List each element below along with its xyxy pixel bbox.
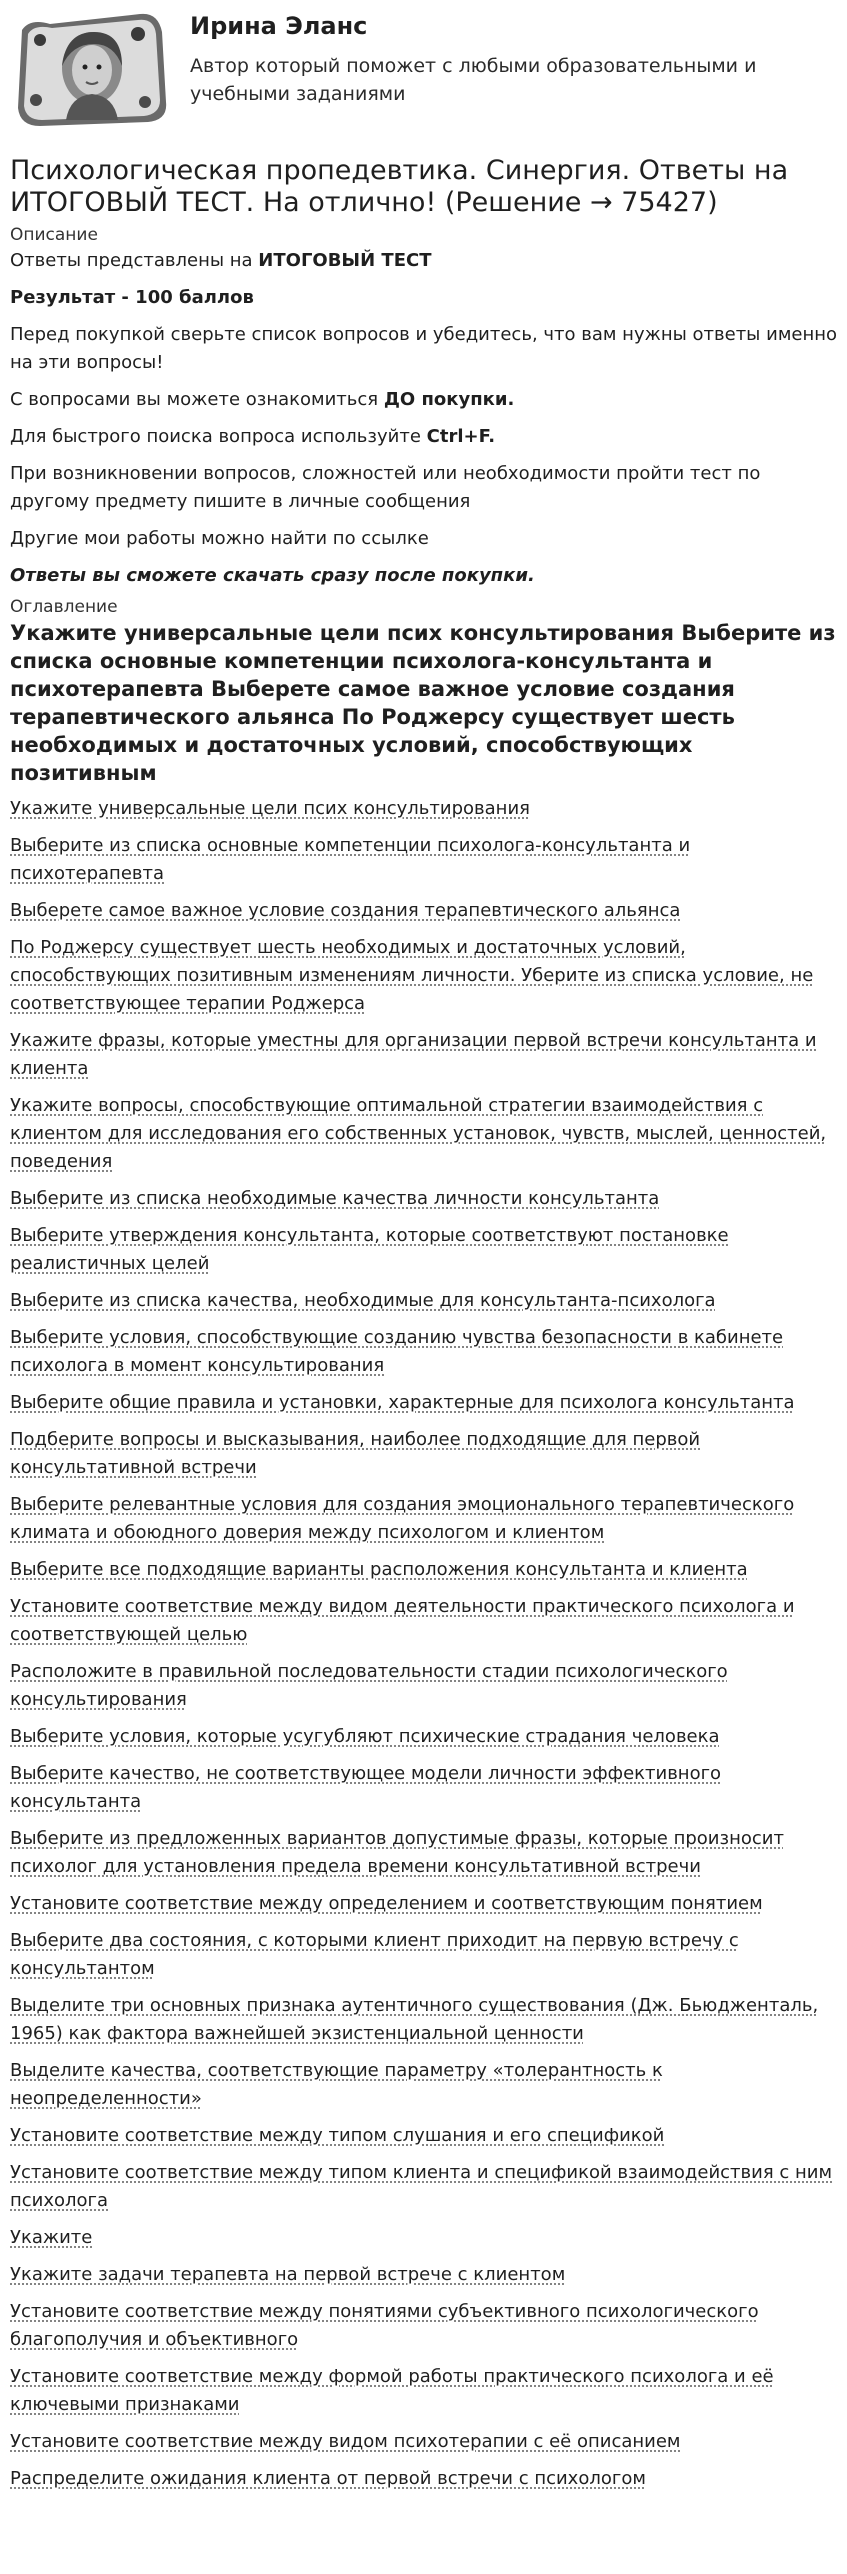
question-item[interactable]: Выберите условия, которые усугубляют психические страдания человека (10, 1726, 720, 1747)
question-item[interactable]: Укажите задачи терапевта на первой встрече с клиентом (10, 2264, 566, 2285)
toc-heading: Укажите универсальные цели псих консультирования Выберите из списка основные компетенции психолога-консультанта и психотерапевта Выберете самое важное условие создания терапевтического альянса По Роджерсу существует шесть необходимых и достаточных условий, способствующих позитивным (10, 621, 836, 785)
description-search-hint (10, 423, 837, 451)
question-item[interactable]: Выберите утверждения консультанта, которые соответствуют постановке реалистичных целей (10, 1225, 729, 1274)
download-note-text: Ответы вы сможете скачать сразу после покупки. (10, 565, 535, 586)
main-content (0, 155, 847, 2493)
question-item[interactable]: Установите соответствие между видом деятельности практического психолога и соответствующей целью (10, 1596, 795, 1645)
question-item[interactable]: Установите соответствие между определением и соответствующим понятием (10, 1893, 763, 1914)
answers-test-name: ИТОГОВЫЙ ТЕСТ (258, 250, 432, 271)
answers-prefix: Ответы представлены на (10, 250, 259, 271)
question-item[interactable]: Установите соответствие между формой работы практического психолога и её ключевыми признаками (10, 2366, 774, 2415)
question-item[interactable]: Выделите качества, соответствующие параметру «толерантность к неопределенности» (10, 2060, 663, 2109)
question-item[interactable]: Выберите из списка качества, необходимые для консультанта-психолога (10, 1290, 716, 1311)
question-item[interactable]: Укажите универсальные цели псих консультирования (10, 798, 530, 819)
result-text: Результат - 100 баллов (10, 287, 254, 308)
question-item[interactable]: Выберите два состояния, с которыми клиент приходит на первую встречу с консультантом (10, 1930, 739, 1979)
description-label: Описание (10, 225, 98, 245)
question-item[interactable]: Выберите релевантные условия для создания эмоционального терапевтического климата и обоюдного доверия между психологом и клиентом (10, 1494, 795, 1543)
description-result (10, 284, 837, 312)
question-item[interactable]: Выберите качество, не соответствующее модели личности эффективного консультанта (10, 1763, 722, 1812)
author-info (190, 10, 837, 108)
question-item[interactable]: Подберите вопросы и высказывания, наиболее подходящие для первой консультативной встречи (10, 1429, 701, 1478)
question-item[interactable]: Выберете самое важное условие создания терапевтического альянса (10, 900, 681, 921)
description-answers-line (10, 247, 837, 275)
description-preview (10, 386, 837, 414)
question-item[interactable]: Укажите вопросы, способствующие оптимальной стратегии взаимодействия с клиентом для исследования его собственных установок, чувств, мыслей, ценностей, поведения (10, 1095, 827, 1172)
question-item[interactable]: Выберите общие правила и установки, характерные для психолога консультанта (10, 1392, 795, 1413)
question-item[interactable]: Расположите в правильной последовательности стадии психологического консультирования (10, 1661, 728, 1710)
page-title: Психологическая пропедевтика. Синергия. Ответы на ИТОГОВЫЙ ТЕСТ. На отлично! (Решение → 75427) (10, 155, 789, 218)
question-item[interactable]: Выделите три основных признака аутентичного существования (Дж. Бьюдженталь, 1965) как фактора важнейшей экзистенциальной ценности (10, 1995, 819, 2044)
question-item[interactable]: Выберите из списка необходимые качества личности консультанта (10, 1188, 660, 1209)
question-item[interactable]: По Роджерсу существует шесть необходимых и достаточных условий, способствующих позитивным изменениям личности. Уберите из списка условие, не соответствующее терапии Роджерса (10, 937, 814, 1014)
author-description: Автор который поможет с любыми образовательными и учебными заданиями (190, 55, 757, 105)
author-card (0, 0, 847, 135)
question-item[interactable]: Распределите ожидания клиента от первой встречи с психологом (10, 2468, 646, 2489)
question-item[interactable]: Укажите (10, 2227, 93, 2248)
question-item[interactable]: Выберите из списка основные компетенции психолога-консультанта и психотерапевта (10, 835, 691, 884)
question-list (10, 795, 837, 2493)
question-item[interactable]: Выберите условия, способствующие созданию чувства безопасности в кабинете психолога в момент консультирования (10, 1327, 784, 1376)
description-check: Перед покупкой сверьте список вопросов и убедитесь, что вам нужны ответы именно на эти вопросы! (10, 324, 838, 373)
description-contact: При возникновении вопросов, сложностей или необходимости пройти тест по другому предмету пишите в личные сообщения (10, 463, 761, 512)
avatar-image (10, 10, 170, 128)
question-item[interactable]: Установите соответствие между типом слушания и его спецификой (10, 2125, 665, 2146)
description-download-note (10, 562, 837, 590)
search-prefix: Для быстрого поиска вопроса используйте (10, 426, 427, 447)
question-item[interactable]: Укажите фразы, которые уместны для организации первой встречи консультанта и клиента (10, 1030, 817, 1079)
question-item[interactable]: Установите соответствие между понятиями субъективного психологического благополучия и объективного (10, 2301, 759, 2350)
author-name[interactable]: Ирина Эланс (190, 12, 368, 40)
preview-bold: ДО покупки. (383, 389, 515, 410)
toc-label: Оглавление (10, 597, 118, 617)
preview-prefix: С вопросами вы можете ознакомиться (10, 389, 384, 410)
question-item[interactable]: Установите соответствие между видом психотерапии с её описанием (10, 2431, 681, 2452)
question-item[interactable]: Установите соответствие между типом клиента и спецификой взаимодействия с ним психолога (10, 2162, 833, 2211)
question-item[interactable]: Выберите из предложенных вариантов допустимые фразы, которые произносит психолог для установления предела времени консультативной встречи (10, 1828, 784, 1877)
author-avatar[interactable] (10, 10, 170, 128)
description-other-works-link[interactable]: Другие мои работы можно найти по ссылке (10, 528, 429, 549)
question-item[interactable]: Выберите все подходящие варианты расположения консультанта и клиента (10, 1559, 748, 1580)
search-shortcut: Ctrl+F. (426, 426, 496, 447)
